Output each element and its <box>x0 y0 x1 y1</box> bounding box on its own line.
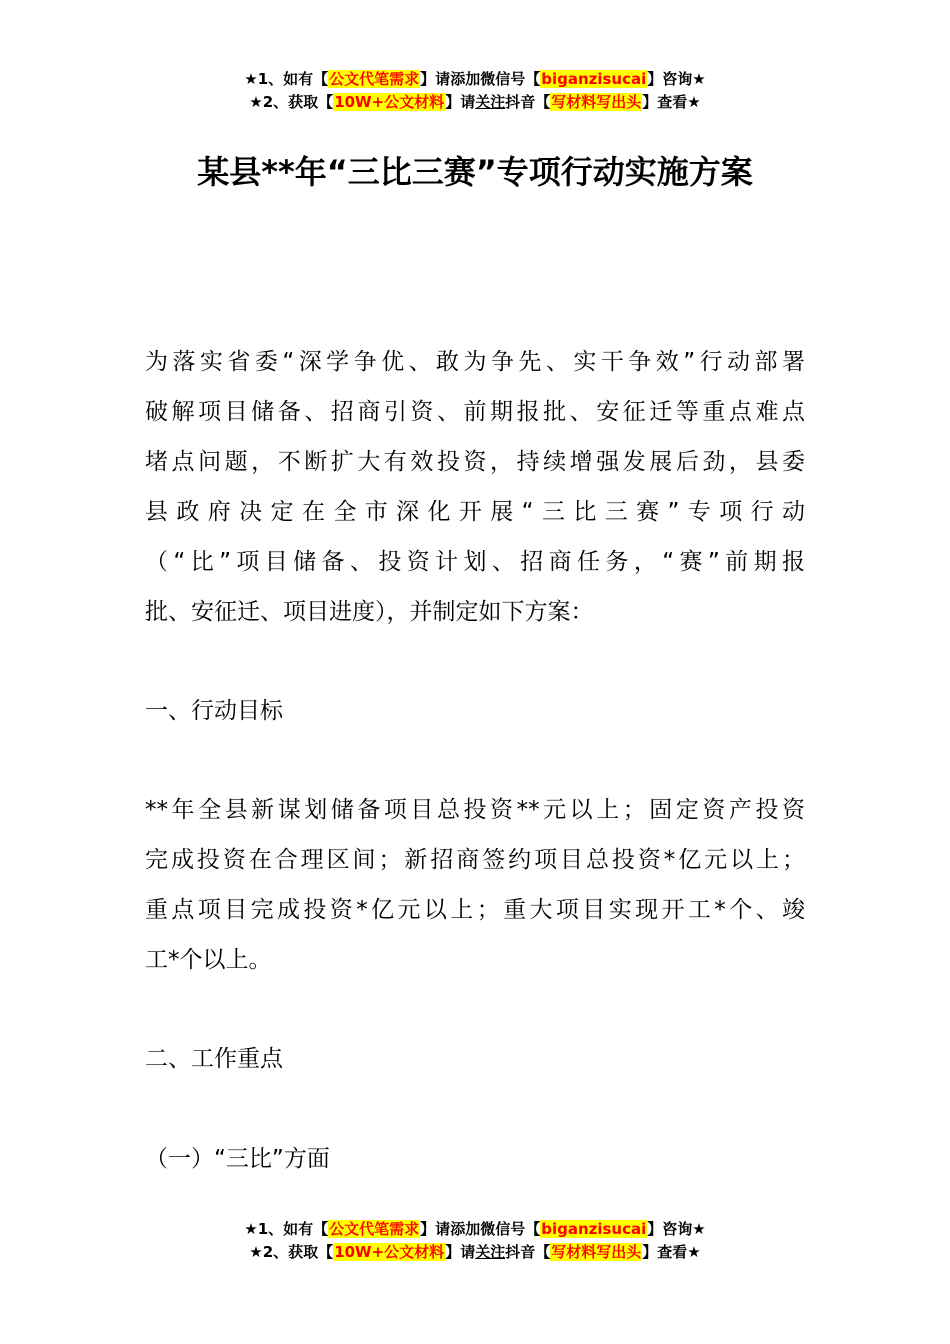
banner-emphasis: 添加 <box>450 1220 481 1238</box>
banner-text: 微信号【 <box>480 70 541 88</box>
banner-text: 】查看★ <box>642 1243 701 1261</box>
intro-paragraph <box>145 337 805 637</box>
banner-text: ★1、如有【 <box>244 1220 329 1238</box>
banner-highlight: biganzisucai <box>541 1220 647 1238</box>
text-line: （“比”项目储备、投资计划、招商任务，“赛”前期报 <box>145 549 805 575</box>
banner-highlight: 写材料写出头 <box>551 93 642 111</box>
section-heading-1: 一、行动目标 <box>145 698 283 724</box>
banner-emphasis: 关注 <box>475 1243 506 1261</box>
banner-text: ★1、如有【 <box>244 70 329 88</box>
document-title: 某县**年“三比三赛”专项行动实施方案 <box>197 153 753 191</box>
text-line: 批、安征迁、项目进度），并制定如下方案： <box>145 599 594 625</box>
bottom-banner <box>0 1218 950 1264</box>
banner-line-1 <box>0 1218 950 1241</box>
goals-paragraph <box>145 785 805 985</box>
banner-text: 微信号【 <box>480 1220 541 1238</box>
subsection-heading: （一）“三比”方面 <box>145 1146 330 1172</box>
banner-line-2 <box>0 1241 950 1264</box>
banner-highlight: biganzisucai <box>541 70 647 88</box>
banner-emphasis: 关注 <box>475 93 506 111</box>
banner-line-1 <box>0 68 950 91</box>
banner-text: 抖音【 <box>505 93 551 111</box>
banner-text: 】请 <box>445 93 476 111</box>
banner-text: 抖音【 <box>505 1243 551 1261</box>
banner-highlight: 公文代笔需求 <box>329 1220 420 1238</box>
banner-highlight: 写材料写出头 <box>551 1243 642 1261</box>
text-line: 堵点问题，不断扩大有效投资，持续增强发展后劲，县委 <box>145 449 805 475</box>
text-line: 为落实省委“深学争优、敢为争先、实干争效”行动部署 <box>145 349 805 375</box>
banner-highlight: 10W+公文材料 <box>334 93 445 111</box>
banner-text: 】咨询★ <box>647 70 706 88</box>
text-line: 重点项目完成投资*亿元以上；重大项目实现开工*个、竣 <box>145 897 805 923</box>
banner-text: 】请 <box>420 70 451 88</box>
text-line: 完成投资在合理区间；新招商签约项目总投资*亿元以上； <box>145 847 805 873</box>
banner-line-2 <box>0 91 950 114</box>
banner-highlight: 10W+公文材料 <box>334 1243 445 1261</box>
banner-text: ★2、获取【 <box>249 93 334 111</box>
banner-text: 】请 <box>445 1243 476 1261</box>
section-heading-2: 二、工作重点 <box>145 1046 283 1072</box>
top-banner <box>0 68 950 114</box>
banner-text: 】请 <box>420 1220 451 1238</box>
banner-highlight: 公文代笔需求 <box>329 70 420 88</box>
text-line: 县政府决定在全市深化开展“三比三赛”专项行动 <box>145 499 805 525</box>
banner-emphasis: 添加 <box>450 70 481 88</box>
banner-text: 】咨询★ <box>647 1220 706 1238</box>
text-line: 工*个以上。 <box>145 947 272 973</box>
banner-text: 】查看★ <box>642 93 701 111</box>
banner-text: ★2、获取【 <box>249 1243 334 1261</box>
text-line: **年全县新谋划储备项目总投资**元以上；固定资产投资 <box>145 797 805 823</box>
text-line: 破解项目储备、招商引资、前期报批、安征迁等重点难点 <box>145 399 805 425</box>
